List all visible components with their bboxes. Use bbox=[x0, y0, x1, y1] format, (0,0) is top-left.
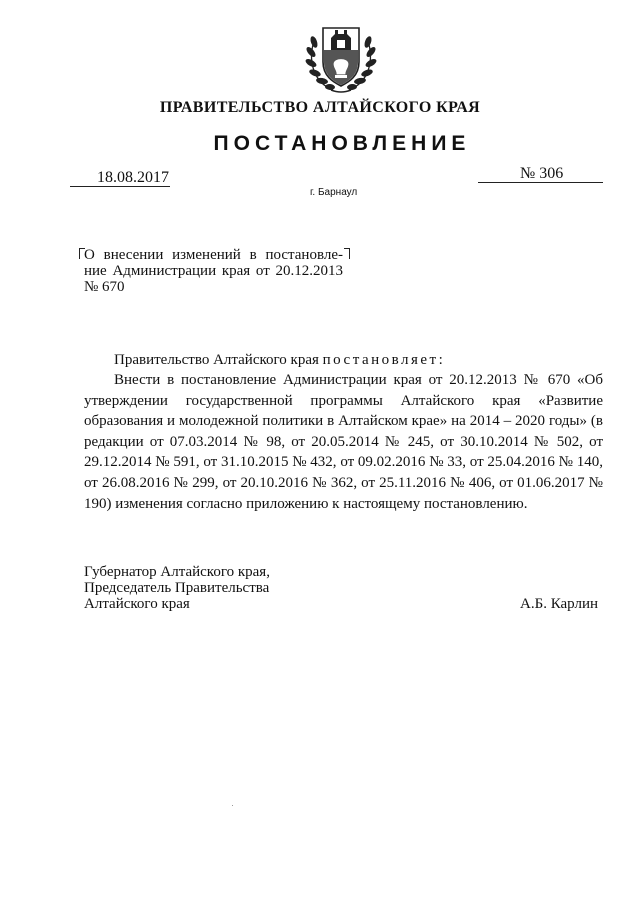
signer-name: А.Б. Карлин bbox=[520, 596, 599, 612]
number-underline bbox=[478, 182, 603, 183]
subject-bracket-right bbox=[344, 248, 350, 259]
government-title: ПРАВИТЕЛЬСТВО АЛТАЙСКОГО КРАЯ bbox=[159, 99, 481, 116]
preamble-subject: Правительство Алтайского края bbox=[114, 352, 319, 368]
signer-title-line: Председатель Правительства bbox=[84, 580, 270, 596]
signer-title-line: Алтайского края bbox=[84, 596, 190, 612]
document-date: 18.08.2017 bbox=[97, 169, 169, 186]
subject-text: О внесении изменений в постановле-ние Администрации края от 20.12.2013 № 670 bbox=[84, 247, 343, 295]
preamble bbox=[114, 352, 445, 369]
scan-speck bbox=[232, 805, 233, 806]
coat-of-arms-icon bbox=[303, 20, 379, 94]
date-underline bbox=[70, 186, 170, 187]
signer-block bbox=[84, 564, 270, 612]
document-number: № 306 bbox=[520, 165, 564, 182]
document-type: ПОСТАНОВЛЕНИЕ bbox=[213, 132, 471, 155]
decree-paragraph: Внести в постановление Администрации края от 20.12.2013 № 670 «Об утверждении государственной программы Алтайского края «Развитие образования и молодежной политики в Алтайском крае» на 2014 – 2020 годы» (в редакции от 07.03.2014 № 98, от 20.05.2014 № 245, от 30.10.2014 № 502, от 29.12.2014 № 591, от 31.10.2015 № 432, от 09.02.2016 № 33, от 25.04.2016 № 140, от 26.08.2016 № 299, от 20.10.2016 № 362, от 25.11.2016 № 406, от 01.06.2017 № 190) изменения согласно приложению к настоящему постановлению. bbox=[84, 372, 603, 512]
signer-title-line: Губернатор Алтайского края, bbox=[84, 564, 270, 580]
city-label: г. Барнаул bbox=[310, 187, 358, 198]
preamble-action: постановляет: bbox=[322, 352, 446, 368]
